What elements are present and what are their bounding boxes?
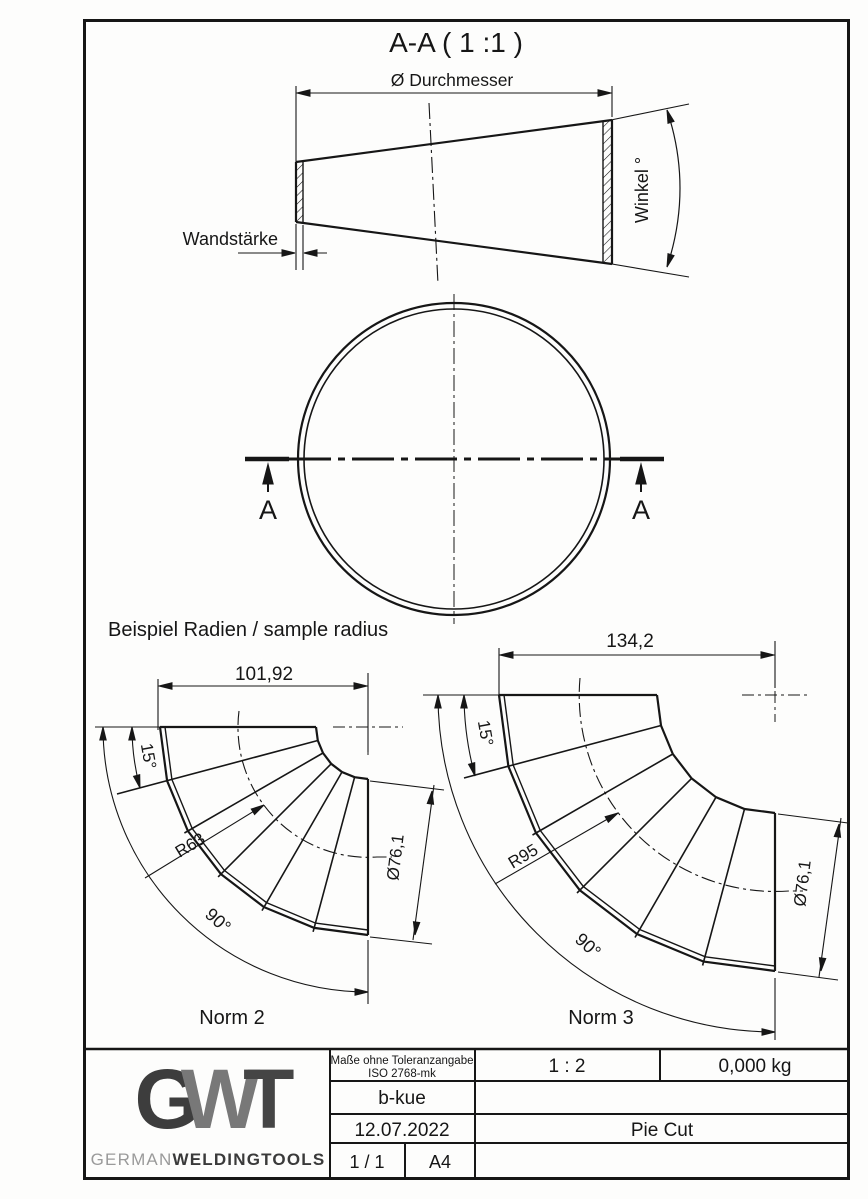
norm3-segment-angle: 15° bbox=[473, 718, 498, 748]
author-value: b-kue bbox=[378, 1088, 426, 1109]
logo-letter-t: T bbox=[243, 1052, 282, 1146]
logo-letter-w: W bbox=[180, 1052, 248, 1146]
left-wall-hatch bbox=[296, 161, 303, 223]
part-name: Pie Cut bbox=[630, 1120, 694, 1141]
section-letter-right: A bbox=[631, 495, 651, 525]
norm2-pipe-diameter: Ø76,1 bbox=[383, 833, 408, 882]
brand-wordmark bbox=[91, 1150, 326, 1170]
company-logo bbox=[90, 1052, 326, 1170]
section-letter-left: A bbox=[258, 495, 278, 525]
brand-regular-part: GERMAN bbox=[90, 1150, 173, 1169]
tolerance-note-line2: ISO 2768-mk bbox=[368, 1068, 436, 1080]
norm3-total-angle: 90° bbox=[571, 928, 605, 963]
tolerance-note-line1: Maße ohne Toleranzangabe bbox=[330, 1055, 474, 1067]
angle-label: Winkel ° bbox=[632, 156, 652, 224]
right-wall-hatch bbox=[603, 120, 612, 264]
norm2-name: Norm 2 bbox=[199, 1007, 265, 1029]
norm2-bend-radius: R63 bbox=[171, 829, 209, 862]
sheet-number: 1 / 1 bbox=[349, 1152, 385, 1172]
scale-value: 1 : 2 bbox=[548, 1056, 586, 1077]
weight-value: 0,000 kg bbox=[718, 1056, 792, 1077]
gwt-logo-letters bbox=[134, 1052, 282, 1146]
norm3-name: Norm 3 bbox=[568, 1007, 634, 1029]
wall-thickness-label: Wandstärke bbox=[182, 229, 278, 249]
logo-letter-g: G bbox=[134, 1052, 187, 1146]
samples-heading: Beispiel Radien / sample radius bbox=[108, 619, 389, 641]
diameter-label: Ø Durchmesser bbox=[390, 70, 514, 90]
sheet-frame bbox=[85, 21, 849, 1179]
paper-format: A4 bbox=[428, 1152, 452, 1172]
view-title: A-A ( 1 :1 ) bbox=[389, 27, 523, 58]
brand-bold-part: WELDINGTOOLS bbox=[172, 1150, 326, 1169]
norm2-total-angle: 90° bbox=[201, 903, 235, 938]
date-value: 12.07.2022 bbox=[354, 1120, 450, 1141]
norm3-width-dim: 134,2 bbox=[606, 631, 654, 652]
norm3-pipe-diameter: Ø76,1 bbox=[790, 859, 815, 908]
norm2-width-dim: 101,92 bbox=[234, 664, 294, 685]
norm2-segment-angle: 15° bbox=[136, 741, 161, 771]
norm3-bend-radius: R95 bbox=[504, 840, 542, 873]
